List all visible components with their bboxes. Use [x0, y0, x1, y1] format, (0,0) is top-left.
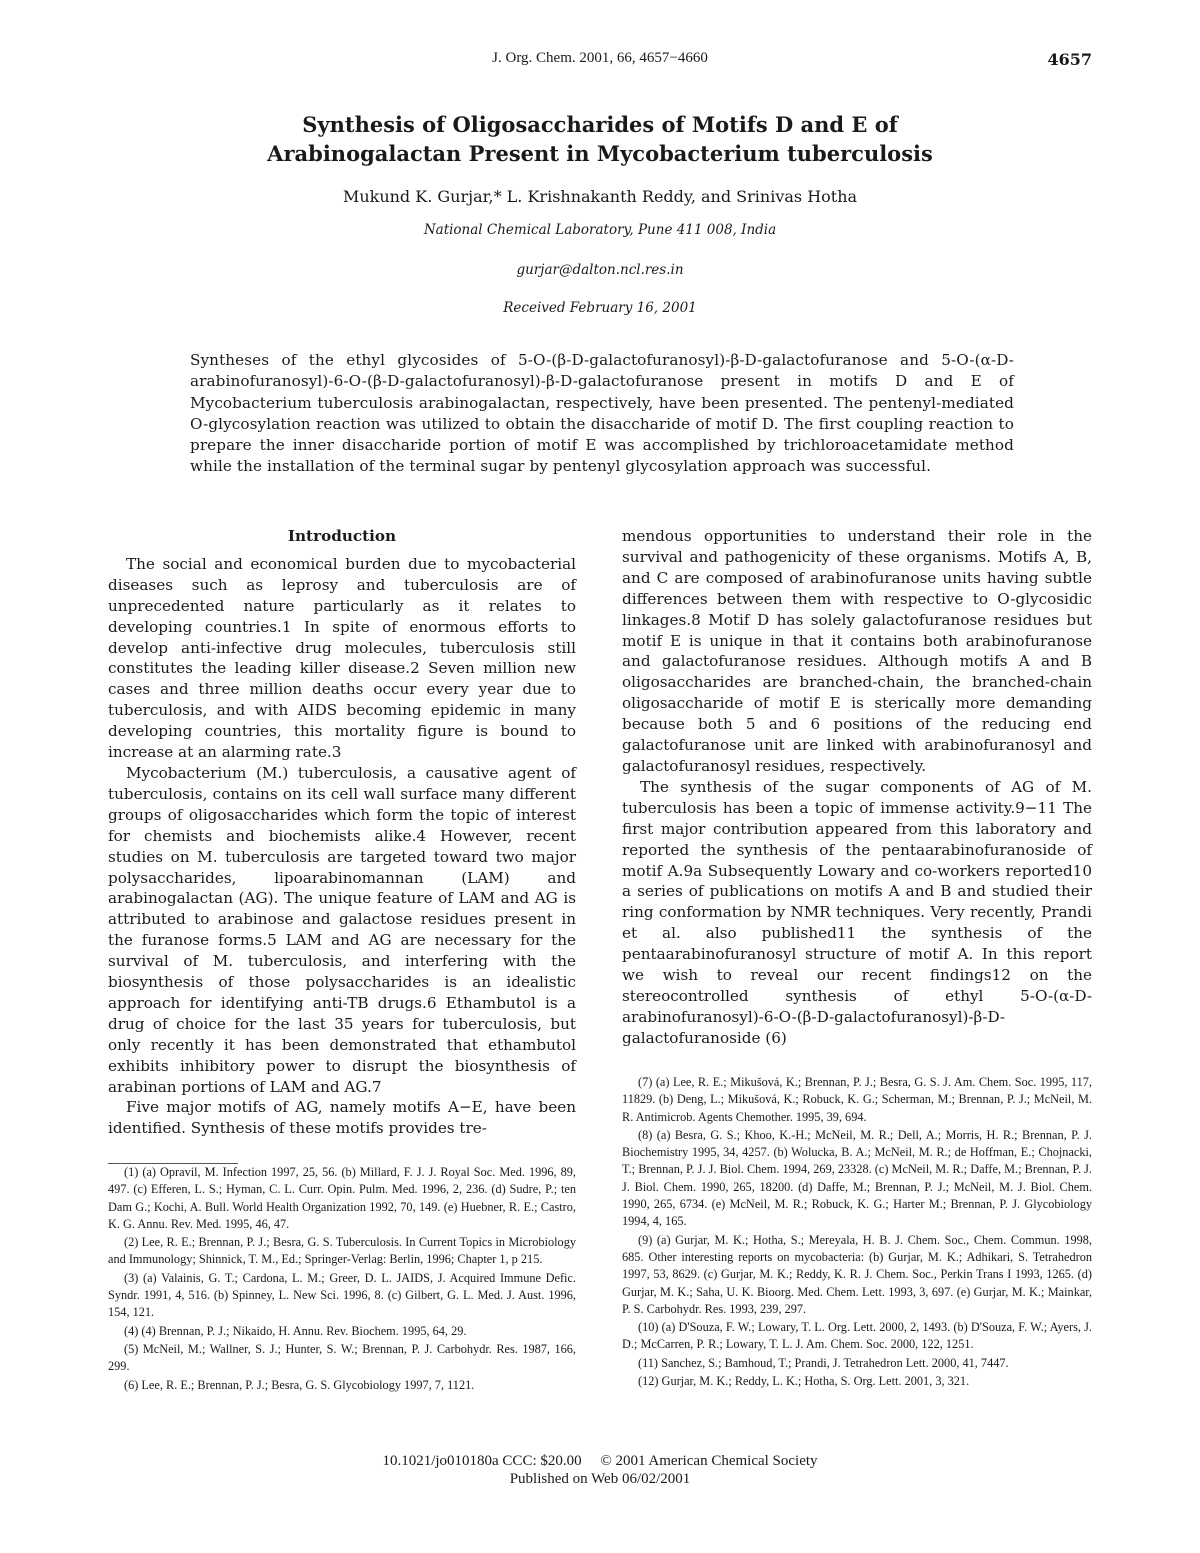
reference-12: (12) Gurjar, M. K.; Reddy, L. K.; Hotha, S. Org. Lett. 2001, 3, 321.	[638, 1374, 970, 1389]
journal-citation: J. Org. Chem. 2001, 66, 4657−4660	[492, 50, 708, 66]
reference-4: (4) (4) Brennan, P. J.; Nikaido, H. Annu. Rev. Biochem. 1995, 64, 29.	[124, 1323, 467, 1338]
intro-paragraph-1: The social and economical burden due to mycobacterial diseases such as leprosy and tuberculosis are of unprecedented nature particularly as it relates to developing countries.1 In spite of enormous efforts to develop anti-infective drug molecules, tuberculosis still constitutes the leading killer disease.2 Seven million new cases and three million deaths occur every year due to tuberculosis, and with AIDS becoming epidemic in many developing countries, this mortality figure is bound to increase at an alarming rate.3	[108, 554, 576, 762]
reference-7: (7) (a) Lee, R. E.; Mikušová, K.; Brennan, P. J.; Besra, G. S. J. Am. Chem. Soc. 1995, 117, 11829. (b) Deng, L.; Mikušová, K.; Robuck, K. G.; Scherman, M.; Brennan, P. J.; McNeil, M. R. Antimicrob. Agents Chemother. 1995, 39, 694.	[622, 1075, 1092, 1124]
body-paragraph-continued: mendous opportunities to understand their role in the survival and pathogenicity of these organisms. Motifs A, B, and C are composed of arabinofuranose units having subtle differences between them with respective to O-glycosidic linkages.8 Motif D has solely galactofuranose residues but motif E is unique in that it contains both arabinofuranose and galactofuranose residues. Although motifs A and B oligosaccharides are branched-chain, the branched-chain oligosaccharide of motif E is sterically more demanding because both 5 and 6 positions of the reducing end galactofuranose unit are linked with arabinofuranosyl and galactofuranosyl residues, respectively.	[622, 527, 1092, 775]
title-line-1: Synthesis of Oligosaccharides of Motifs D and E of	[302, 112, 898, 137]
left-column	[108, 526, 576, 1139]
received-date: Received February 16, 2001	[503, 300, 697, 316]
intro-paragraph-2: Mycobacterium (M.) tuberculosis, a causative agent of tuberculosis, contains on its cell wall surface many different groups of oligosaccharides which form the topic of interest for chemists and biochemists alike.4 However, recent studies on M. tuberculosis are targeted toward two major polysaccharides, lipoarabinomannan (LAM) and arabinogalactan (AG). The unique feature of LAM and AG is attributed to arabinose and galactose residues present in the furanose forms.5 LAM and AG are necessary for the survival of M. tuberculosis, and interfering with the biosynthesis of those polysaccharides is an idealistic approach for identifying anti-TB drugs.6 Ethambutol is a drug of choice for the last 35 years for tuberculosis, but only recently it has been demonstrated that ethambutol exhibits inhibitory power to disrupt the biosynthesis of arabinan portions of LAM and AG.7	[108, 763, 576, 1096]
running-header	[0, 50, 1200, 74]
author-list: Mukund K. Gurjar,* L. Krishnakanth Reddy, and Srinivas Hotha	[342, 187, 858, 206]
author-email[interactable]: gurjar@dalton.ncl.res.in	[516, 262, 684, 278]
affiliation: National Chemical Laboratory, Pune 411 008, India	[423, 222, 777, 238]
page-footer	[0, 1452, 1200, 1488]
page-number: 4657	[1047, 50, 1092, 69]
reference-8: (8) (a) Besra, G. S.; Khoo, K.-H.; McNeil, M. R.; Dell, A.; Morris, H. R.; Brennan, P. J. Biochemistry 1995, 34, 4257. (b) Wolucka, B. A.; McNeil, M. R.; de Hoffman, E.; Chojnacki, T.; Brennan, P. J. J. Biol. Chem. 1994, 269, 23328. (c) McNeil, M. R.; Daffe, M.; Brennan, P. J. J. Biol. Chem. 1990, 265, 18200. (d) Daffe, M.; Brennan, P. J.; McNeil, M. J. Biol. Chem. 1990, 265, 6734. (e) McNeil, M. R.; Robuck, K. G.; Harter M.; Brennan, P. J. Glycobiology 1994, 4, 165.	[622, 1127, 1092, 1229]
reference-5: (5) McNeil, M.; Wallner, S. J.; Hunter, S. W.; Brennan, P. J. Carbohydr. Res. 1987, 166, 299.	[108, 1341, 576, 1374]
reference-9: (9) (a) Gurjar, M. K.; Hotha, S.; Mereyala, H. B. J. Chem. Soc., Chem. Commun. 1998, 685. Other interesting reports on mycobacteria: (b) Gurjar, M. K.; Adhikari, S. Tetrahedron 1997, 53, 8629. (c) Gurjar, M. K.; Reddy, K. R. J. Chem. Soc., Perkin Trans I 1993, 1265. (d) Gurjar, M. K.; Saha, U. K. Bioorg. Med. Chem. Lett. 1993, 3, 697. (e) Gurjar, M. K.; Mainkar, P. S. Carbohydr. Res. 1993, 239, 297.	[622, 1232, 1092, 1316]
reference-11: (11) Sanchez, S.; Bamhoud, T.; Prandi, J. Tetrahedron Lett. 2000, 41, 7447.	[638, 1355, 1009, 1370]
body-paragraph-2: The synthesis of the sugar components of AG of M. tuberculosis has been a topic of immense activity.9−11 The first major contribution appeared from this laboratory and reported the synthesis of the pentaarabinofuranoside of motif A.9a Subsequently Lowary and co-workers reported10 a series of publications on motifs A and B and studied their ring conformation by NMR techniques. Very recently, Prandi et al. also published11 the synthesis of the pentaarabinofuranosyl structure of motif A. In this report we wish to reveal our recent findings12 on the stereocontrolled synthesis of ethyl 5-O-(α-D-arabinofuranosyl)-6-O-(β-D-galactofuranosyl)-β-D-galactofuranoside (6)	[622, 777, 1092, 1047]
references-left	[108, 1163, 576, 1395]
reference-2: (2) Lee, R. E.; Brennan, P. J.; Besra, G. S. Tuberculosis. In Current Topics in Microbiology and Immunology; Shinnick, T. M., Ed.; Springer-Verlag: Berlin, 1996; Chapter 1, p 215.	[108, 1235, 576, 1267]
reference-6: (6) Lee, R. E.; Brennan, P. J.; Besra, G. S. Glycobiology 1997, 7, 1121.	[124, 1377, 475, 1392]
intro-paragraph-3: Five major motifs of AG, namely motifs A−E, have been identified. Synthesis of these motifs provides tre-	[108, 1098, 576, 1138]
reference-10: (10) (a) D'Souza, F. W.; Lowary, T. L. Org. Lett. 2000, 2, 1493. (b) D'Souza, F. W.; Ayers, J. D.; McCarren, P. R.; Lowary, T. L. J. Am. Chem. Soc. 2000, 122, 1251.	[622, 1320, 1092, 1352]
references-right	[622, 1074, 1092, 1391]
reference-3: (3) (a) Valainis, G. T.; Cardona, L. M.; Greer, D. L. JAIDS, J. Acquired Immune Defic. Syndr. 1991, 4, 516. (b) Spinney, L. New Sci. 1996, 8. (c) Gilbert, G. L. Med. J. Aust. 1996, 154, 121.	[108, 1270, 576, 1320]
title-line-2: Arabinogalactan Present in Mycobacterium tuberculosis	[267, 141, 933, 166]
reference-1: (1) (a) Opravil, M. Infection 1997, 25, 56. (b) Millard, F. J. J. Royal Soc. Med. 1996, 89, 497. (c) Efferen, L. S.; Hyman, C. L. Curr. Opin. Pulm. Med. 1996, 2, 236. (d) Sudre, P.; ten Dam G.; Kochi, A. Bull. World Health Organization 1992, 70, 149. (e) Huebner, R. E.; Castro, K. G. Annu. Rev. Med. 1995, 46, 47.	[108, 1165, 576, 1231]
right-column	[622, 526, 1092, 1049]
doi-copyright: 10.1021/jo010180a CCC: $20.00 © 2001 American Chemical Society	[382, 1453, 818, 1469]
introduction-heading: Introduction	[287, 527, 397, 545]
abstract: Syntheses of the ethyl glycosides of 5-O-(β-D-galactofuranosyl)-β-D-galactofuranose and 5-O-(α-D-arabinofuranosyl)-6-O-(β-D-galactofuranosyl)-β-D-galactofuranose present in motifs D and E of Mycobacterium tuberculosis arabinogalactan, respectively, have been presented. The pentenyl-mediated O-glycosylation reaction was utilized to obtain the disaccharide of motif D. The first coupling reaction to prepare the inner disaccharide portion of motif E was accomplished by trichloroacetamidate method while the installation of the terminal sugar by pentenyl glycosylation approach was successful.	[190, 351, 1014, 476]
paper-title	[150, 110, 1050, 168]
publication-date: Published on Web 06/02/2001	[509, 1471, 691, 1487]
